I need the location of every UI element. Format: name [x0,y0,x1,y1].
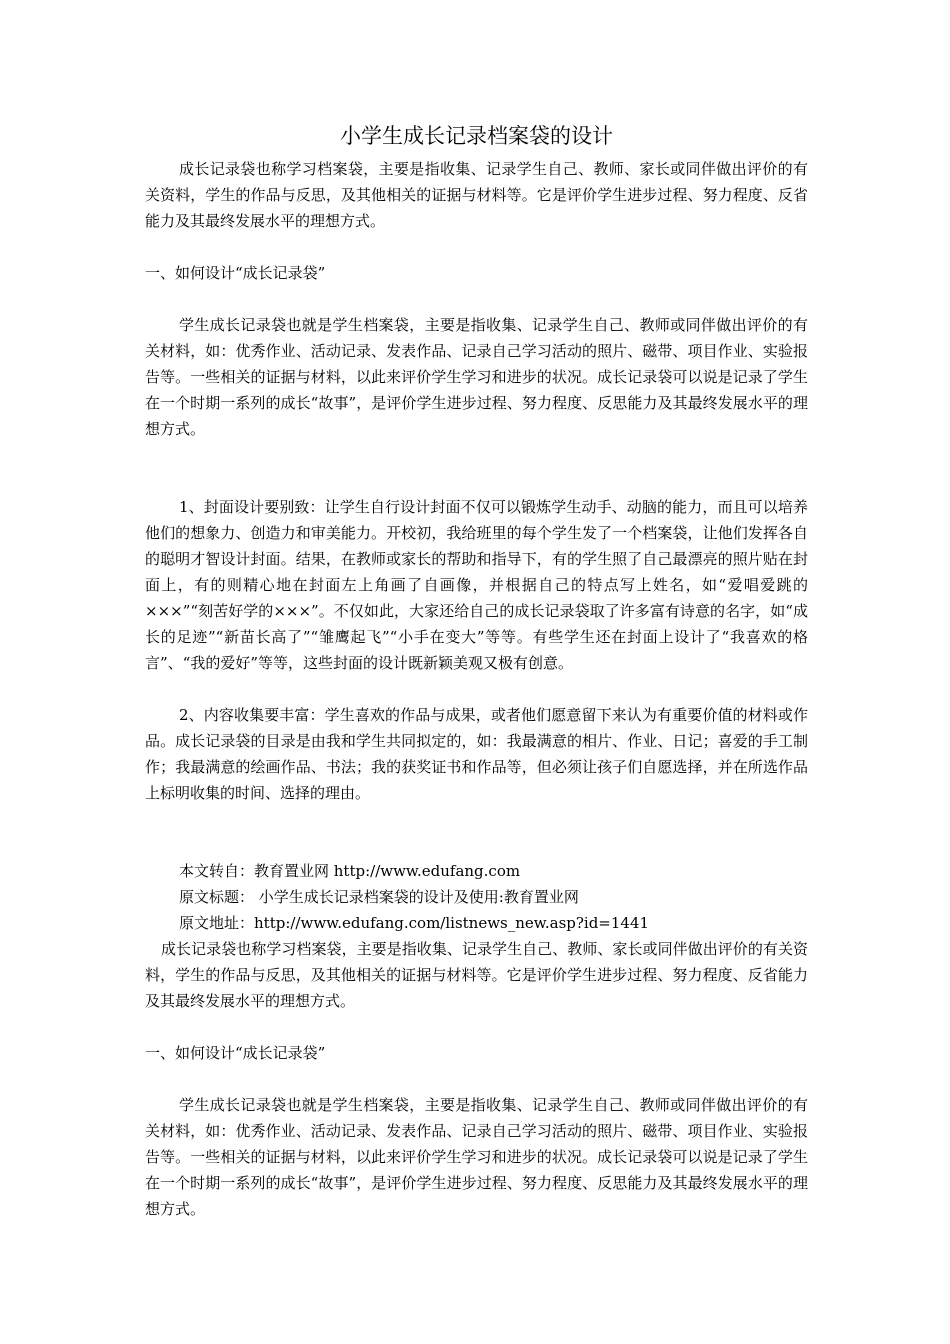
spacer [145,286,808,312]
document-title: 小学生成长记录档案袋的设计 [340,124,613,148]
section-body-paragraph: 学生成长记录袋也就是学生档案袋，主要是指收集、记录学生自己、教师或同伴做出评价的有关材料，如：优秀作业、活动记录、发表作品、记录自己学习活动的照片、磁带、项目作业、实验报告等。一些相关的证据与材料，以此来评价学生学习和进步的状况。成长记录袋可以说是记录了学生在一个时期一系列的成长“故事”，是评价学生进步过程、努力程度、反思能力及其最终发展水平的理想方式。 [145,316,808,438]
intro-paragraph: 成长记录袋也称学习档案袋，主要是指收集、记录学生自己、教师、家长或同伴做出评价的有关资料，学生的作品与反思，及其他相关的证据与材料等。它是评价学生进步过程、努力程度、反省能力及其最终发展水平的理想方式。 [145,160,808,230]
point-content-collection: 2、内容收集要丰富：学生喜欢的作品与成果，或者他们愿意留下来认为有重要价值的材料或作品。成长记录袋的目录是由我和学生共同拟定的，如：我最满意的相片、作业、日记；喜爱的手工制作；我最满意的绘画作品、书法；我的获奖证书和作品等，但必须让孩子们自愿选择，并在所选作品上标明收集的时间、选择的理由。 [145,706,808,802]
section-heading: 一、如何设计“成长记录袋” [145,264,326,282]
spacer [145,234,808,260]
point-cover-design: 1、封面设计要别致：让学生自行设计封面不仅可以锻炼学生动手、动脑的能力，而且可以培养他们的想象力、创造力和审美能力。开校初，我给班里的每个学生发了一个档案袋，让他们发挥各自的聪明才智设计封面。结果，在教师或家长的帮助和指导下，有的学生照了自己最漂亮的照片贴在封面上，有的则精心地在封面左上角画了自画像，并根据自己的特点写上姓名，如“爱唱爱跳的×××”“刻苦好学的×××”。不仅如此，大家还给自己的成长记录袋取了许多富有诗意的名字，如“成长的足迹”“新苗长高了”“雏鹰起飞”“小手在变大”等等。有些学生还在封面上设计了“我喜欢的格言”、“我的爱好”等等，这些封面的设计既新颖美观又极有创意。 [145,498,808,672]
source-url: 原文地址：http://www.edufang.com/listnews_new.asp?id=1441 [179,914,650,932]
spacer [145,806,808,858]
spacer [145,676,808,702]
spacer [145,1014,808,1040]
document-body [145,116,808,1222]
source-from: 本文转自：教育置业网 http://www.edufang.com [179,862,521,880]
spacer [145,442,808,494]
intro-paragraph-repeat: 成长记录袋也称学习档案袋，主要是指收集、记录学生自己、教师、家长或同伴做出评价的有关资料，学生的作品与反思，及其他相关的证据与材料等。它是评价学生进步过程、努力程度、反省能力及其最终发展水平的理想方式。 [145,940,808,1010]
source-title: 原文标题： 小学生成长记录档案袋的设计及使用:教育置业网 [179,888,579,906]
spacer [145,1066,808,1092]
section-heading-repeat: 一、如何设计“成长记录袋” [145,1044,326,1062]
section-body-paragraph-repeat: 学生成长记录袋也就是学生档案袋，主要是指收集、记录学生自己、教师或同伴做出评价的有关材料，如：优秀作业、活动记录、发表作品、记录自己学习活动的照片、磁带、项目作业、实验报告等。一些相关的证据与材料，以此来评价学生学习和进步的状况。成长记录袋可以说是记录了学生在一个时期一系列的成长“故事”，是评价学生进步过程、努力程度、反思能力及其最终发展水平的理想方式。 [145,1096,808,1218]
